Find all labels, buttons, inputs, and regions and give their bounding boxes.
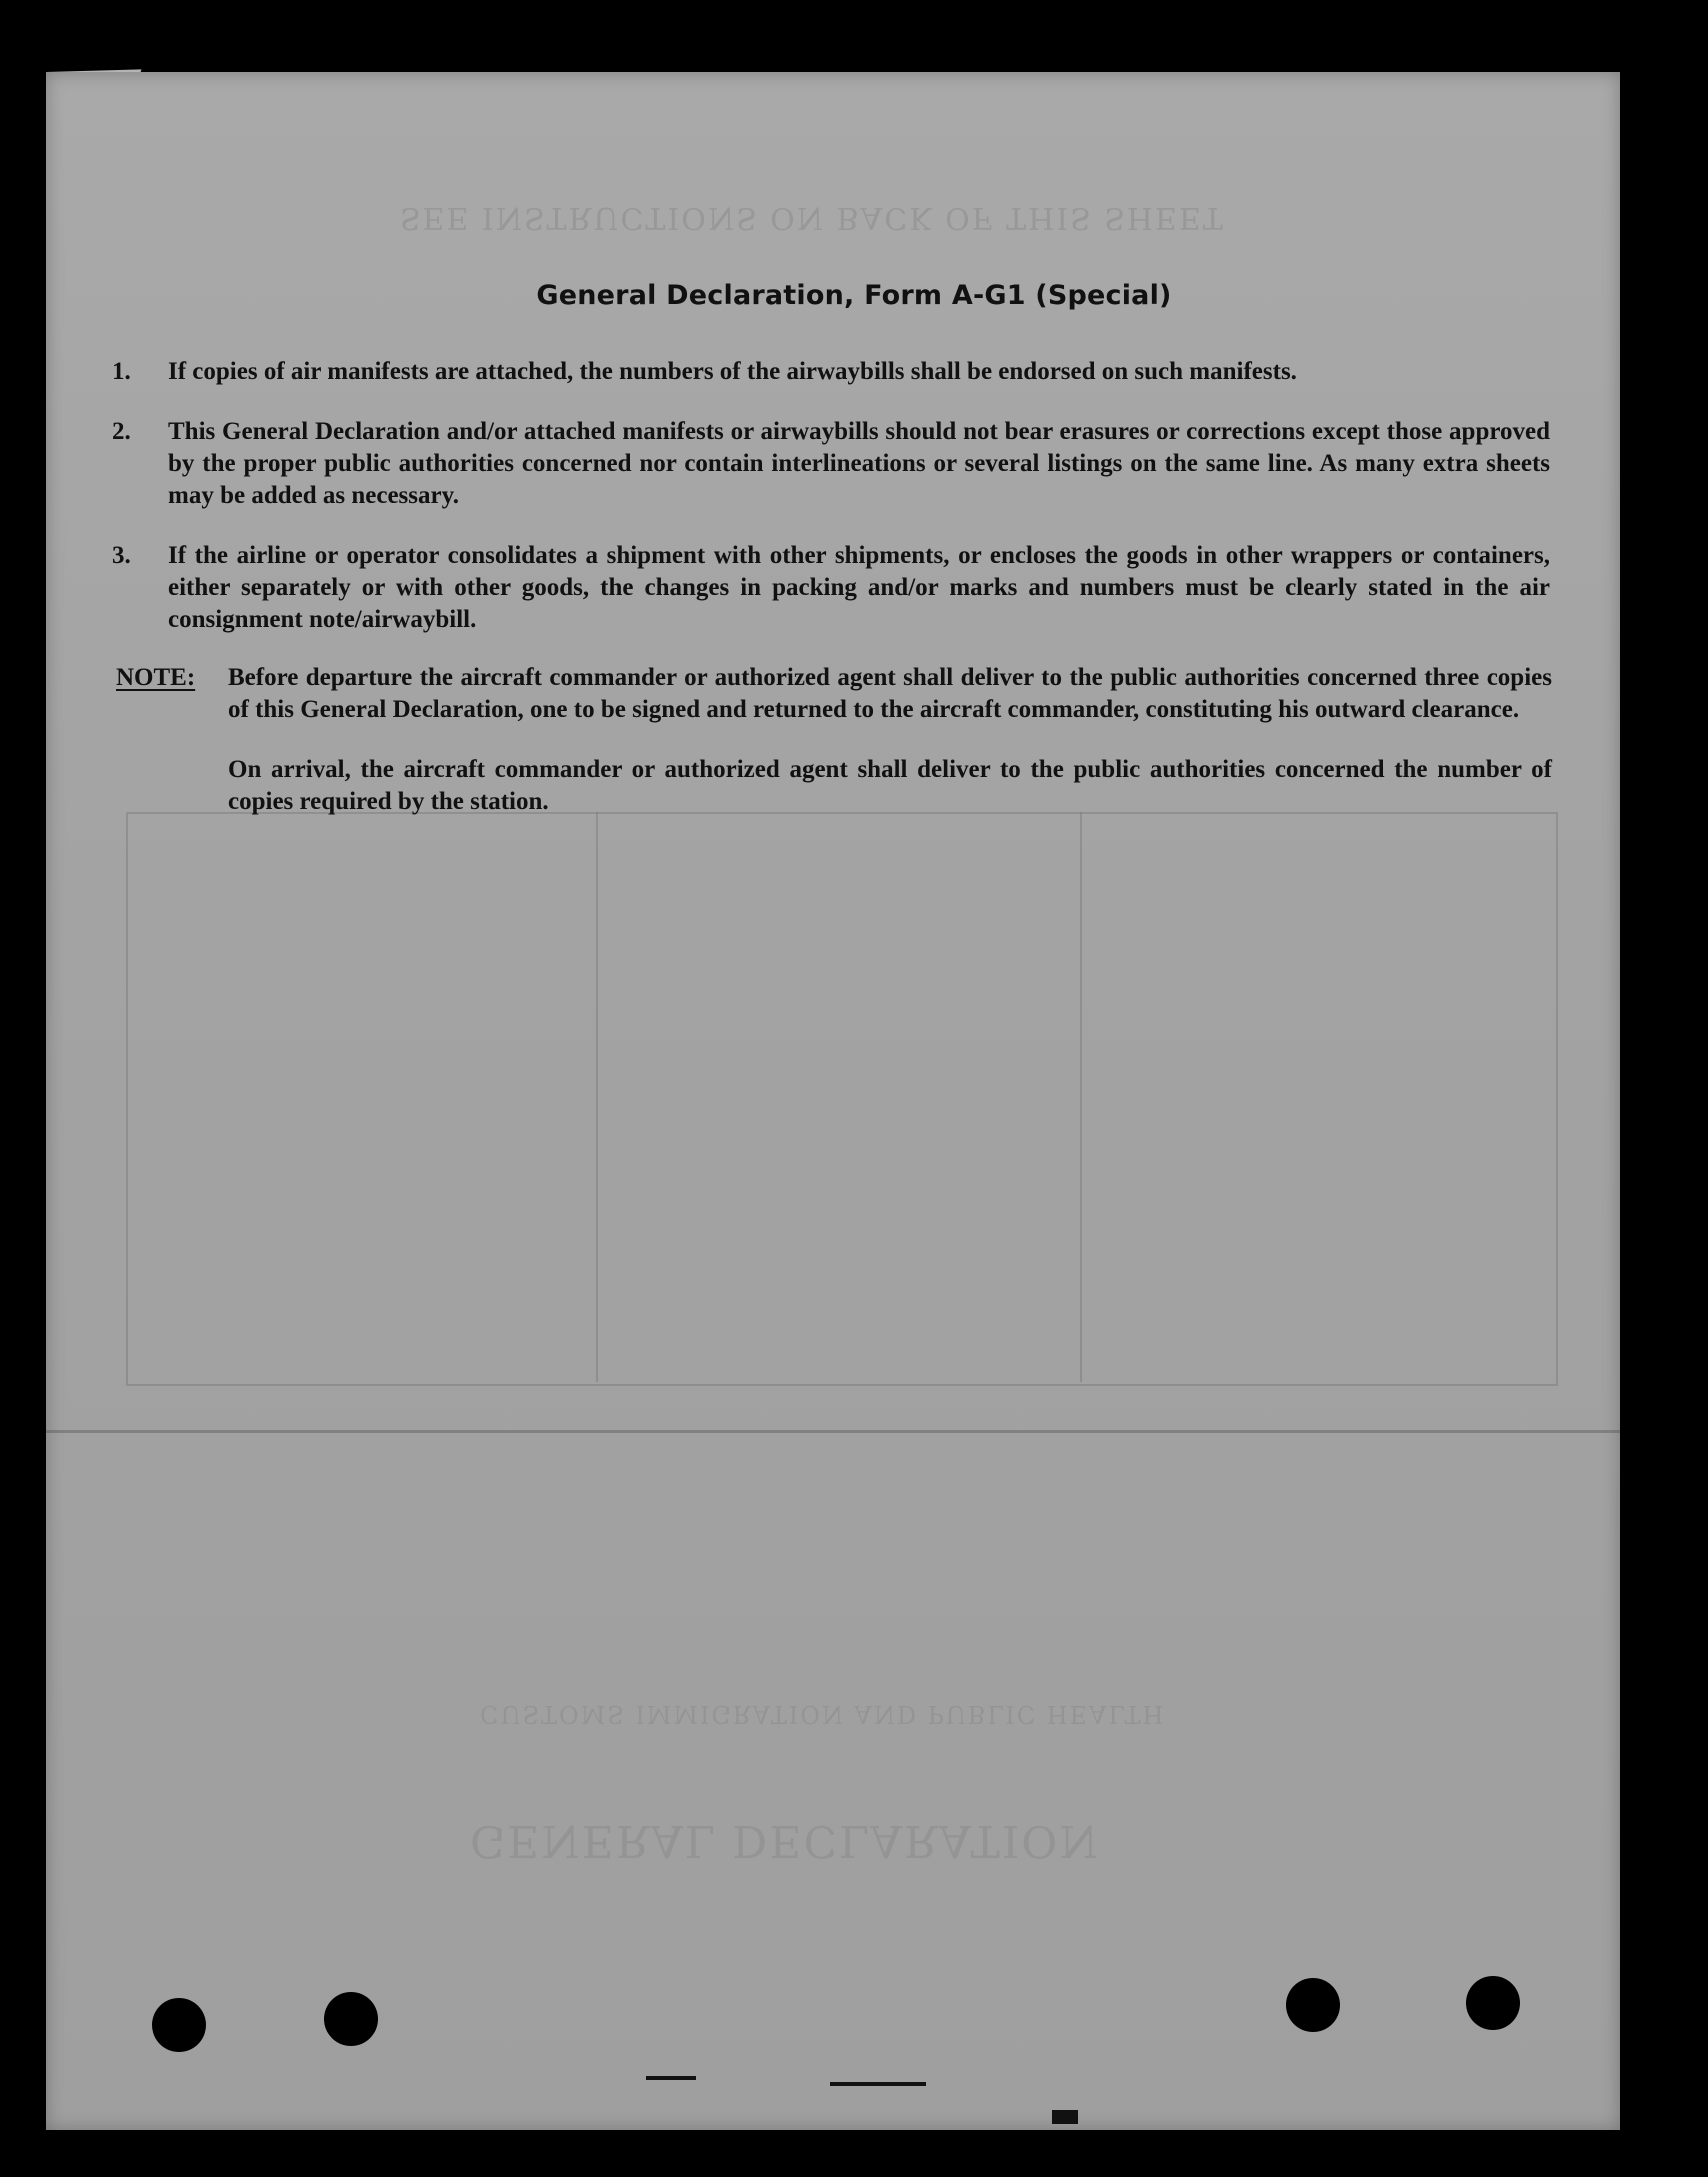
item-text: This General Declaration and/or attached manifests or airwaybills should not bear erasures or corrections except those approved by the proper public authorities concerned nor contain interlineations or several listings on the same line. As many extra sheets may be added as necessary. (168, 418, 1550, 509)
note-label: NOTE: (116, 664, 196, 691)
item-number: 2. (112, 418, 131, 445)
instruction-item (112, 416, 1550, 512)
item-number: 3. (112, 542, 131, 569)
bleed-through-subheading: CUSTOMS IMMIGRATION AND PUBLIC HEALTH (480, 1700, 1166, 1728)
punch-hole (1466, 1976, 1520, 2030)
scan-speck (1052, 2110, 1078, 2124)
bleed-through-line: SEE INSTRUCTIONS ON BACK OF THIS SHEET (400, 200, 1225, 235)
punch-hole (152, 1998, 206, 2052)
instruction-item (112, 356, 1550, 388)
punch-hole (1286, 1978, 1340, 2032)
item-text: If the airline or operator consolidates a shipment with other shipments, or encloses the goods in other wrappers or containers, either separately or with other goods, the changes in packing and/or marks and numbers must be clearly stated in the air consignment note/airwaybill. (168, 542, 1550, 633)
scan-speck (646, 2076, 696, 2080)
bleed-through-heading: GENERAL DECLARATION (470, 1815, 1100, 1866)
note-paragraph: On arrival, the aircraft commander or authorized agent shall deliver to the public authorities concerned the number of copies required by the station. (228, 756, 1552, 815)
note-paragraph: Before departure the aircraft commander or authorized agent shall deliver to the public authorities concerned three copies of this General Declaration, one to be signed and returned to the aircraft commander, constituting his outward clearance. (228, 664, 1552, 723)
item-text: If copies of air manifests are attached, the numbers of the airwaybills shall be endorsed on such manifests. (168, 358, 1297, 385)
item-number: 1. (112, 358, 131, 385)
instruction-item (112, 540, 1550, 636)
scan-speck (830, 2082, 926, 2086)
note-block (116, 662, 1552, 818)
punch-hole (324, 1992, 378, 2046)
page-title: General Declaration, Form A-G1 (Special) (536, 280, 1172, 311)
